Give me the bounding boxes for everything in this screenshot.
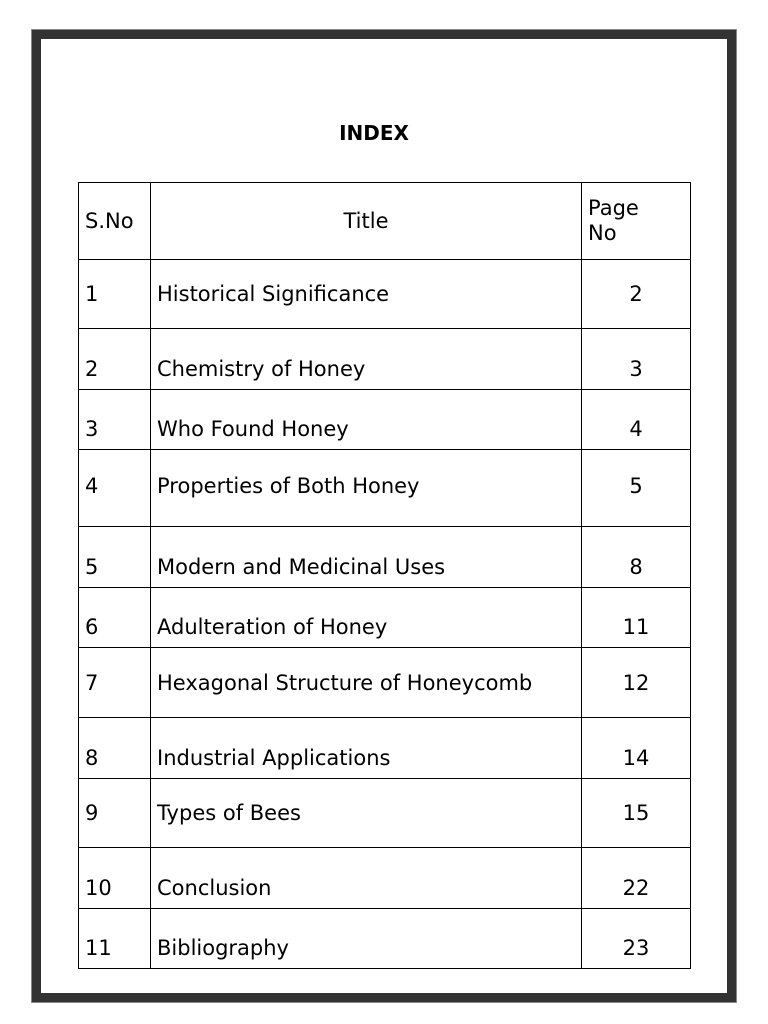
row-title: Bibliography: [151, 909, 582, 969]
row-page: 12: [582, 648, 691, 718]
row-page: 5: [582, 450, 691, 527]
header-sno: S.No: [79, 183, 151, 260]
table-row: [79, 909, 691, 969]
row-title: Industrial Applications: [151, 718, 582, 779]
table-row: [79, 390, 691, 450]
row-sno: 4: [79, 450, 151, 527]
row-page: 3: [582, 329, 691, 390]
row-sno: 9: [79, 779, 151, 848]
table-row: [79, 648, 691, 718]
table-row: [79, 588, 691, 648]
row-title: Chemistry of Honey: [151, 329, 582, 390]
row-title: Types of Bees: [151, 779, 582, 848]
header-no-word: No: [588, 221, 617, 245]
index-table: [78, 182, 691, 969]
row-sno: 3: [79, 390, 151, 450]
table-row: [79, 527, 691, 588]
row-sno: 10: [79, 848, 151, 909]
row-page: 2: [582, 260, 691, 329]
row-title: Adulteration of Honey: [151, 588, 582, 648]
header-title: Title: [151, 183, 582, 260]
row-title: Who Found Honey: [151, 390, 582, 450]
table-header-row: [79, 183, 691, 260]
row-title: Modern and Medicinal Uses: [151, 527, 582, 588]
header-page-no: [582, 183, 691, 260]
row-sno: 7: [79, 648, 151, 718]
row-sno: 2: [79, 329, 151, 390]
row-title: Historical Significance: [151, 260, 582, 329]
row-page: 8: [582, 527, 691, 588]
row-title: Conclusion: [151, 848, 582, 909]
header-page-word: Page: [588, 196, 639, 220]
table-row: [79, 450, 691, 527]
row-page: 14: [582, 718, 691, 779]
table-row: [79, 329, 691, 390]
row-page: 23: [582, 909, 691, 969]
row-title: Hexagonal Structure of Honeycomb: [151, 648, 582, 718]
index-heading: INDEX: [339, 121, 409, 145]
table-row: [79, 718, 691, 779]
row-title: Properties of Both Honey: [151, 450, 582, 527]
row-sno: 11: [79, 909, 151, 969]
row-sno: 1: [79, 260, 151, 329]
table-row: [79, 779, 691, 848]
row-page: 15: [582, 779, 691, 848]
row-page: 4: [582, 390, 691, 450]
row-sno: 5: [79, 527, 151, 588]
row-sno: 6: [79, 588, 151, 648]
row-page: 11: [582, 588, 691, 648]
row-page: 22: [582, 848, 691, 909]
table-row: [79, 260, 691, 329]
row-sno: 8: [79, 718, 151, 779]
table-row: [79, 848, 691, 909]
